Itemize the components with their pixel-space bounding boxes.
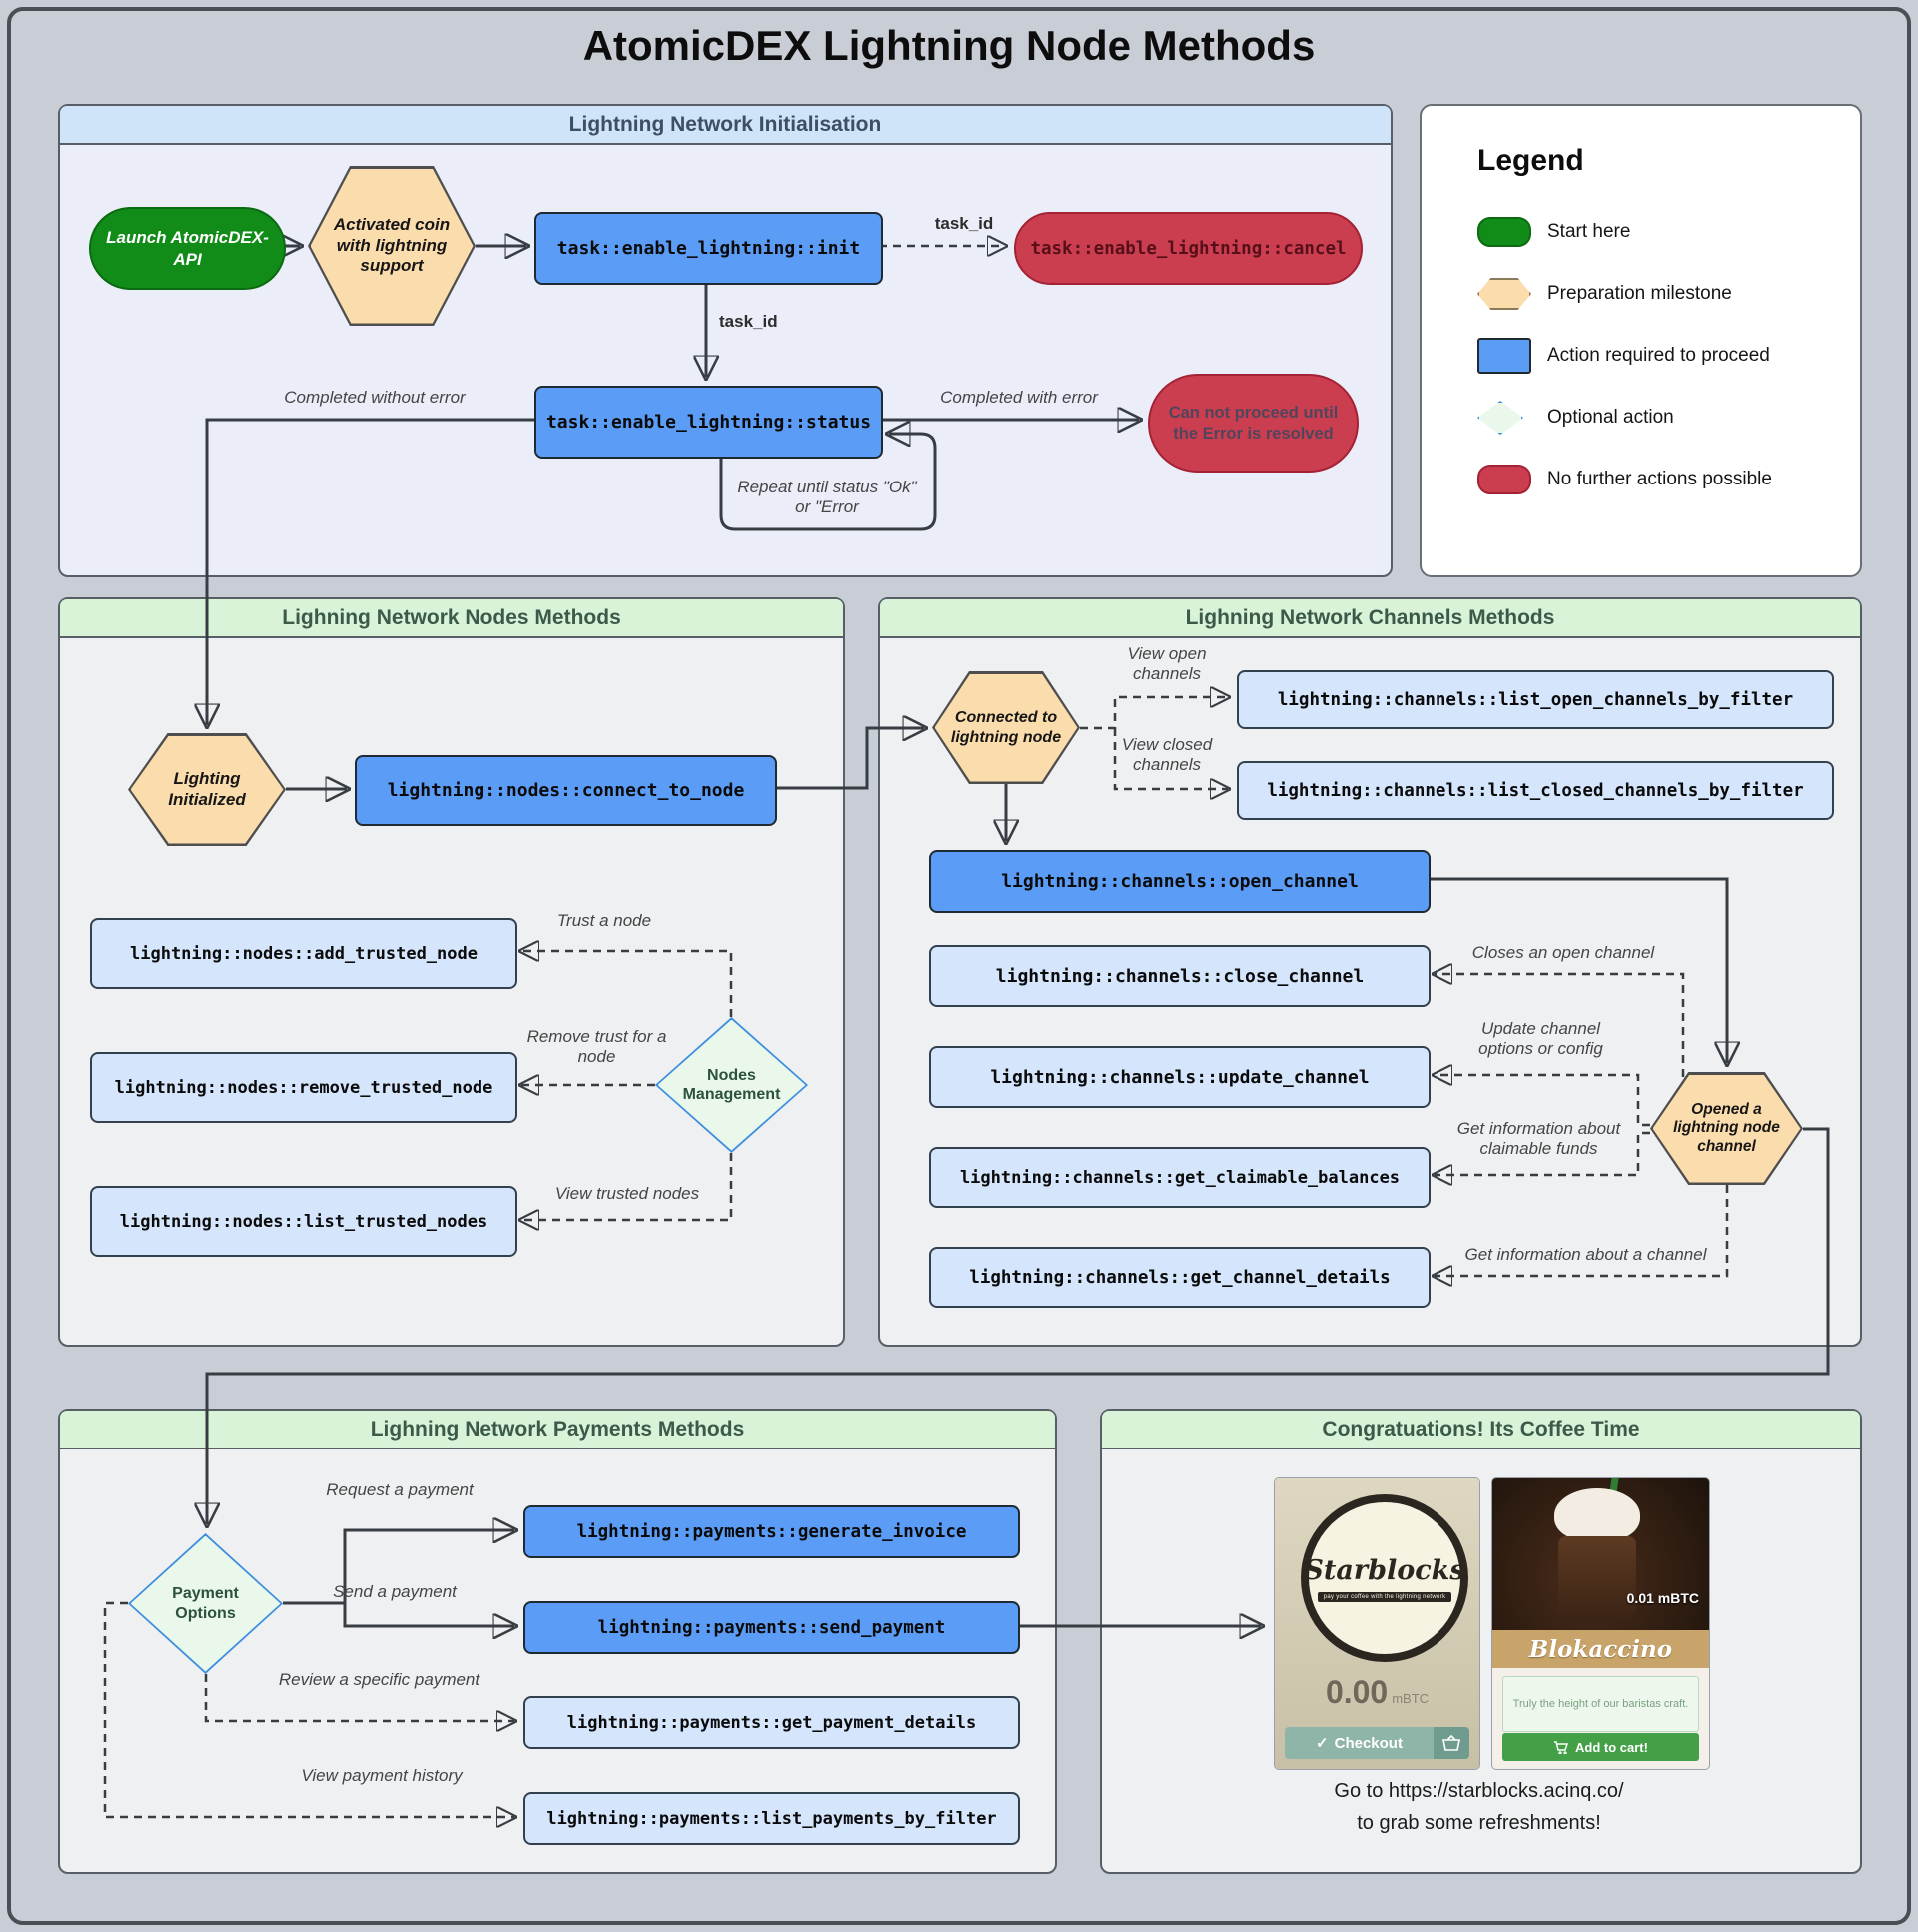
no-further-marker-icon [1477,465,1531,494]
coffee-refreshments-line: to grab some refreshments! [1357,1812,1601,1834]
section-payments-header: Lighning Network Payments Methods [60,1411,1055,1449]
node-task-cancel: task::enable_lightning::cancel [1014,212,1363,285]
legend-item-no-further: No further actions possible [1477,462,1772,497]
preparation-marker-icon [1477,278,1531,310]
edge-label-review-payment: Review a specific payment [278,1670,480,1689]
add-to-cart-button: Add to cart! [1502,1733,1699,1761]
edge-label-view-closed: View closed channels [1121,735,1213,775]
optional-marker-icon [1477,401,1523,435]
node-get-payment-details: lightning::payments::get_payment_details [523,1696,1020,1749]
node-list-closed-channels: lightning::channels::list_closed_channels_by_filter [1237,761,1834,820]
edge-label-task-id-mid: task_id [719,312,778,331]
cart-icon [1553,1741,1568,1754]
edge-label-trust-a-node: Trust a node [556,911,652,930]
edge-label-completed-without-error: Completed without error [284,388,466,407]
legend [1420,104,1862,577]
coffee-drink-image [1492,1478,1709,1630]
node-lighting-initialized: Lighting Initialized [128,733,286,846]
starblocks-screenshot [1275,1478,1479,1769]
node-send-payment: lightning::payments::send_payment [523,1601,1020,1654]
edge-label-remove-trust: Remove trust for a node [526,1027,667,1067]
action-marker-icon [1477,338,1531,374]
basket-icon [1434,1727,1469,1759]
section-coffee-time [1100,1409,1862,1874]
node-connect-to-node: lightning::nodes::connect_to_node [355,755,777,826]
product-price: 0.01 mBTC [1626,1590,1699,1606]
node-list-open-channels: lightning::channels::list_open_channels_by_filter [1237,670,1834,729]
edge-label-update-options: Update channel options or config [1478,1019,1603,1059]
checkout-button: ✓ Checkout [1285,1727,1434,1759]
edge-label-repeat-until: Repeat until status "Ok" or "Error [737,478,917,517]
node-opened-channel: Opened a lightning node channel [1650,1072,1803,1185]
node-payment-options: Payment Options [128,1533,283,1674]
node-cannot-proceed: Can not proceed until the Error is resolved [1148,374,1359,473]
legend-item-optional: Optional action [1477,400,1674,436]
edge-label-view-trusted: View trusted nodes [554,1184,700,1203]
node-list-payments: lightning::payments::list_payments_by_filter [523,1792,1020,1845]
section-channels-header: Lighning Network Channels Methods [880,599,1860,638]
node-connected-to-lightning: Connected to lightning node [932,671,1080,784]
page-title: AtomicDEX Lightning Node Methods [582,22,1316,69]
node-get-claimable-balances: lightning::channels::get_claimable_balances [929,1147,1431,1208]
legend-item-preparation: Preparation milestone [1477,276,1732,312]
starblocks-tagline: pay your coffee with the lightning network [1318,1592,1452,1602]
node-nodes-management: Nodes Management [655,1017,808,1153]
node-remove-trusted-node: lightning::nodes::remove_trusted_node [90,1052,517,1123]
node-add-trusted-node: lightning::nodes::add_trusted_node [90,918,517,989]
node-task-status: task::enable_lightning::status [534,386,883,459]
node-list-trusted-nodes: lightning::nodes::list_trusted_nodes [90,1186,517,1257]
blokaccino-product-card [1492,1478,1709,1769]
start-here-marker-icon [1477,217,1531,247]
legend-title: Legend [1477,144,1584,177]
section-coffee-header: Congratuations! Its Coffee Time [1102,1411,1860,1449]
edge-label-channel-info: Get information about a channel [1464,1245,1707,1264]
edge-label-payment-history: View payment history [301,1766,463,1785]
edge-label-claimable-funds: Get information about claimable funds [1456,1119,1621,1159]
section-nodes-header: Lighning Network Nodes Methods [60,599,843,638]
edge-label-send-payment: Send a payment [333,1582,457,1601]
node-task-init: task::enable_lightning::init [534,212,883,285]
edge-label-closes-channel: Closes an open channel [1471,943,1655,962]
coffee-url-line: Go to https://starblocks.acinq.co/ [1334,1780,1624,1802]
section-initialisation [58,104,1393,577]
node-launch-atomicdex: Launch AtomicDEX-API [89,207,286,290]
node-generate-invoice: lightning::payments::generate_invoice [523,1505,1020,1558]
legend-item-action: Action required to proceed [1477,338,1770,374]
edge-label-view-open: View open channels [1127,644,1207,684]
starblocks-logo-text: Starblocks [1304,1554,1465,1586]
node-update-channel: lightning::channels::update_channel [929,1046,1431,1108]
edge-label-task-id-top: task_id [934,214,994,233]
check-icon: ✓ [1316,1735,1329,1752]
cart-total: 0.00 mBTC [1325,1674,1430,1710]
product-name: Blokaccino [1528,1635,1673,1663]
legend-item-start: Start here [1477,214,1630,250]
edge-label-completed-with-error: Completed with error [940,388,1098,407]
section-initialisation-header: Lightning Network Initialisation [60,106,1391,145]
edge-label-request-payment: Request a payment [326,1480,474,1499]
starblocks-logo-badge [1301,1494,1468,1662]
product-description: Truly the height of our baristas craft. [1502,1676,1699,1732]
node-close-channel: lightning::channels::close_channel [929,945,1431,1007]
node-open-channel: lightning::channels::open_channel [929,850,1431,913]
node-activated-coin: Activated coin with lightning support [308,166,476,326]
node-get-channel-details: lightning::channels::get_channel_details [929,1247,1431,1308]
